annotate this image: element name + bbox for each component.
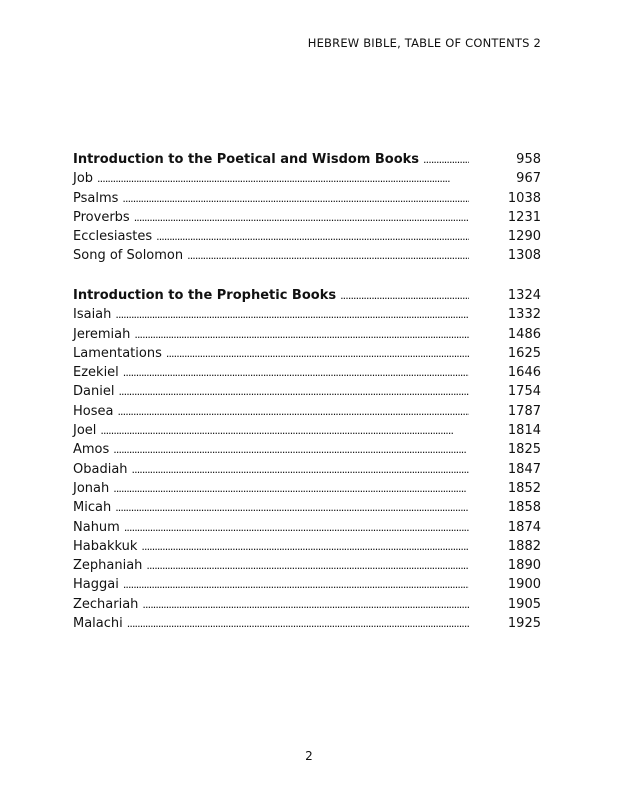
- toc-entry-title: Proverbs: [73, 209, 130, 225]
- toc-entry-title: Job: [73, 171, 94, 187]
- toc-entry-page: 1814: [507, 423, 541, 439]
- toc-entry-page: 1874: [507, 519, 541, 535]
- dot-leader: [146, 556, 469, 575]
- toc-entry[interactable]: [73, 169, 541, 188]
- toc-entry-title: Ezekiel: [73, 365, 119, 381]
- toc-entry[interactable]: [73, 227, 541, 246]
- toc-section-prophetic: [73, 286, 541, 633]
- page-number: 2: [305, 749, 313, 763]
- toc-entry-page: 967: [516, 171, 541, 187]
- toc-entry-page: 1858: [507, 500, 541, 516]
- toc-entry-title: Lamentations: [73, 345, 162, 361]
- toc-entry-page: 1825: [507, 442, 541, 458]
- toc-entry-title: Jonah: [73, 480, 110, 496]
- toc-entry-page: 1038: [507, 190, 541, 206]
- toc-entry-title: Daniel: [73, 384, 115, 400]
- dot-leader: [122, 189, 469, 208]
- toc-entry-page: 1847: [507, 461, 541, 477]
- toc-entry[interactable]: [73, 305, 541, 324]
- dot-leader: [97, 169, 469, 188]
- toc-entry-page: 1332: [507, 307, 541, 323]
- toc-entry-title: Habakkuk: [73, 538, 138, 554]
- dot-leader: [132, 460, 469, 479]
- toc-entry-page: 1900: [507, 577, 541, 593]
- dot-leader: [123, 363, 469, 382]
- toc-entry-page: 1905: [507, 596, 541, 612]
- toc-entry-page: 1324: [507, 288, 541, 303]
- toc-entry-title: Ecclesiastes: [73, 229, 153, 245]
- dot-leader: [142, 595, 469, 614]
- dot-leader: [113, 440, 469, 459]
- dot-leader: [166, 344, 469, 363]
- dot-leader: [115, 305, 469, 324]
- dot-leader: [100, 421, 469, 440]
- toc-entry[interactable]: [73, 382, 541, 401]
- toc-entry[interactable]: [73, 246, 541, 265]
- toc-entry[interactable]: [73, 421, 541, 440]
- toc-entry[interactable]: [73, 479, 541, 498]
- toc-entry[interactable]: [73, 575, 541, 594]
- toc-entry[interactable]: [73, 189, 541, 208]
- toc-section-heading[interactable]: [73, 150, 541, 169]
- dot-leader: [118, 382, 469, 401]
- toc-entry-title: Haggai: [73, 577, 119, 593]
- toc-entry-title: Micah: [73, 500, 112, 516]
- toc-entry-title: Song of Solomon: [73, 248, 184, 264]
- toc-entry-page: 1290: [507, 229, 541, 245]
- toc-section-poetical: [73, 150, 541, 266]
- dot-leader: [124, 518, 469, 537]
- toc-entry-page: 1925: [507, 616, 541, 632]
- toc-entry-title: Zephaniah: [73, 558, 143, 574]
- toc-section-heading[interactable]: [73, 286, 541, 305]
- toc-entry-page: 1787: [507, 403, 541, 419]
- toc-entry-page: 1890: [507, 558, 541, 574]
- toc-entry[interactable]: [73, 325, 541, 344]
- toc-entry-title: Hosea: [73, 403, 114, 419]
- toc-entry[interactable]: [73, 518, 541, 537]
- toc-entry-title: Isaiah: [73, 307, 112, 323]
- dot-leader: [134, 325, 469, 344]
- dot-leader: [134, 208, 469, 227]
- dot-leader: [340, 286, 469, 305]
- toc-entry-title: Jeremiah: [73, 326, 131, 342]
- toc-entry[interactable]: [73, 208, 541, 227]
- toc-entry[interactable]: [73, 460, 541, 479]
- toc-entry-page: 1625: [507, 345, 541, 361]
- dot-leader: [113, 479, 469, 498]
- toc-entry-page: 1852: [507, 480, 541, 496]
- toc-entry-title: Joel: [73, 423, 97, 439]
- toc-entry[interactable]: [73, 595, 541, 614]
- toc-entry-title: Introduction to the Poetical and Wisdom Books: [73, 152, 420, 167]
- dot-leader: [127, 614, 469, 633]
- toc-entry[interactable]: [73, 363, 541, 382]
- running-header: HEBREW BIBLE, TABLE OF CONTENTS 2: [307, 36, 541, 50]
- toc-entry-page: 1486: [507, 326, 541, 342]
- toc-entry-title: Obadiah: [73, 461, 128, 477]
- dot-leader: [187, 246, 469, 265]
- dot-leader: [115, 498, 469, 517]
- toc-entry-page: 1754: [507, 384, 541, 400]
- dot-leader: [117, 402, 469, 421]
- toc-entry[interactable]: [73, 498, 541, 517]
- dot-leader: [123, 575, 469, 594]
- dot-leader: [156, 227, 469, 246]
- toc-entry-title: Nahum: [73, 519, 120, 535]
- toc-entry-title: Introduction to the Prophetic Books: [73, 288, 337, 303]
- toc-entry-page: 1308: [507, 248, 541, 264]
- toc-entry[interactable]: [73, 402, 541, 421]
- toc-entry-page: 1231: [507, 209, 541, 225]
- toc-entry-title: Psalms: [73, 190, 119, 206]
- toc-entry-page: 1646: [507, 365, 541, 381]
- toc-entry-page: 1882: [507, 538, 541, 554]
- toc-entry-title: Zechariah: [73, 596, 139, 612]
- dot-leader: [423, 150, 469, 169]
- toc-entry[interactable]: [73, 556, 541, 575]
- toc-entry-title: Amos: [73, 442, 110, 458]
- toc-entry[interactable]: [73, 344, 541, 363]
- dot-leader: [141, 537, 469, 556]
- toc-entry-page: 958: [516, 152, 541, 167]
- toc-entry[interactable]: [73, 440, 541, 459]
- toc-entry[interactable]: [73, 614, 541, 633]
- toc-entry[interactable]: [73, 537, 541, 556]
- toc-entry-title: Malachi: [73, 616, 123, 632]
